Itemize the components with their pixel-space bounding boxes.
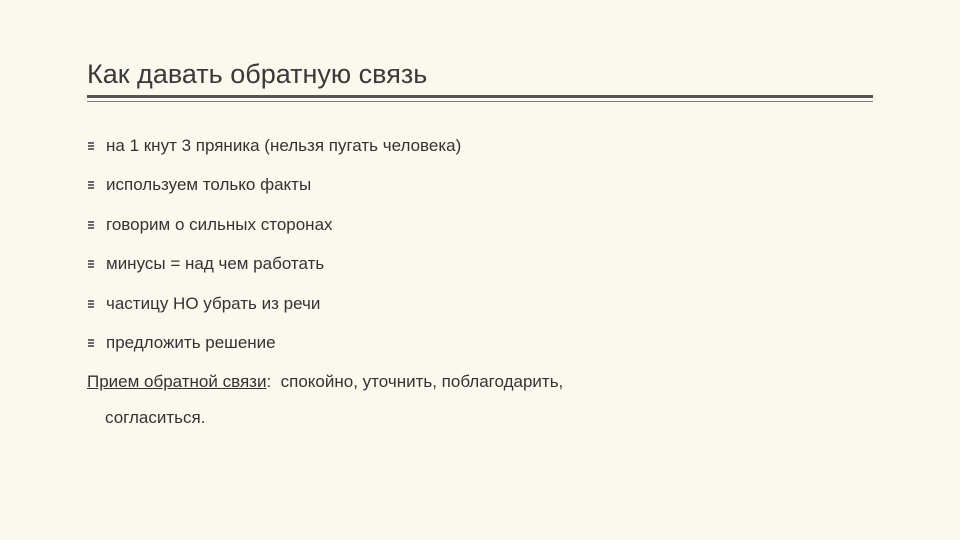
reception-colon: : <box>266 372 272 391</box>
square-bullet-icon <box>87 220 95 230</box>
title-divider-thick <box>87 95 873 98</box>
feedback-reception-block <box>87 364 687 436</box>
bullet-text: предложить решение <box>106 333 276 353</box>
bullet-text: используем только факты <box>106 175 312 195</box>
square-bullet-icon <box>87 180 95 190</box>
bullet-item <box>87 245 461 285</box>
square-bullet-icon <box>87 141 95 151</box>
bullet-text: частицу НО убрать из речи <box>106 293 321 313</box>
square-bullet-icon <box>87 338 95 348</box>
bullet-text: минусы = над чем работать <box>106 254 325 274</box>
bullet-item <box>87 284 461 324</box>
bullet-list <box>87 126 461 363</box>
reception-term: Прием обратной связи <box>87 372 267 391</box>
slide-title: Как давать обратную связь <box>87 59 428 89</box>
reception-text-line-2: согласиться. <box>105 408 206 427</box>
reception-text-line-1: спокойно, уточнить, поблагодарить, <box>271 372 564 391</box>
bullet-item <box>87 126 461 166</box>
bullet-item <box>87 166 461 206</box>
title-divider-thin <box>87 101 873 102</box>
bullet-text: говорим о сильных сторонах <box>106 214 333 234</box>
bullet-item <box>87 205 461 245</box>
square-bullet-icon <box>87 299 95 309</box>
reception-line-1 <box>87 364 687 400</box>
bullet-item <box>87 324 461 364</box>
square-bullet-icon <box>87 259 95 269</box>
bullet-text: на 1 кнут 3 пряника (нельзя пугать человека) <box>106 135 462 155</box>
